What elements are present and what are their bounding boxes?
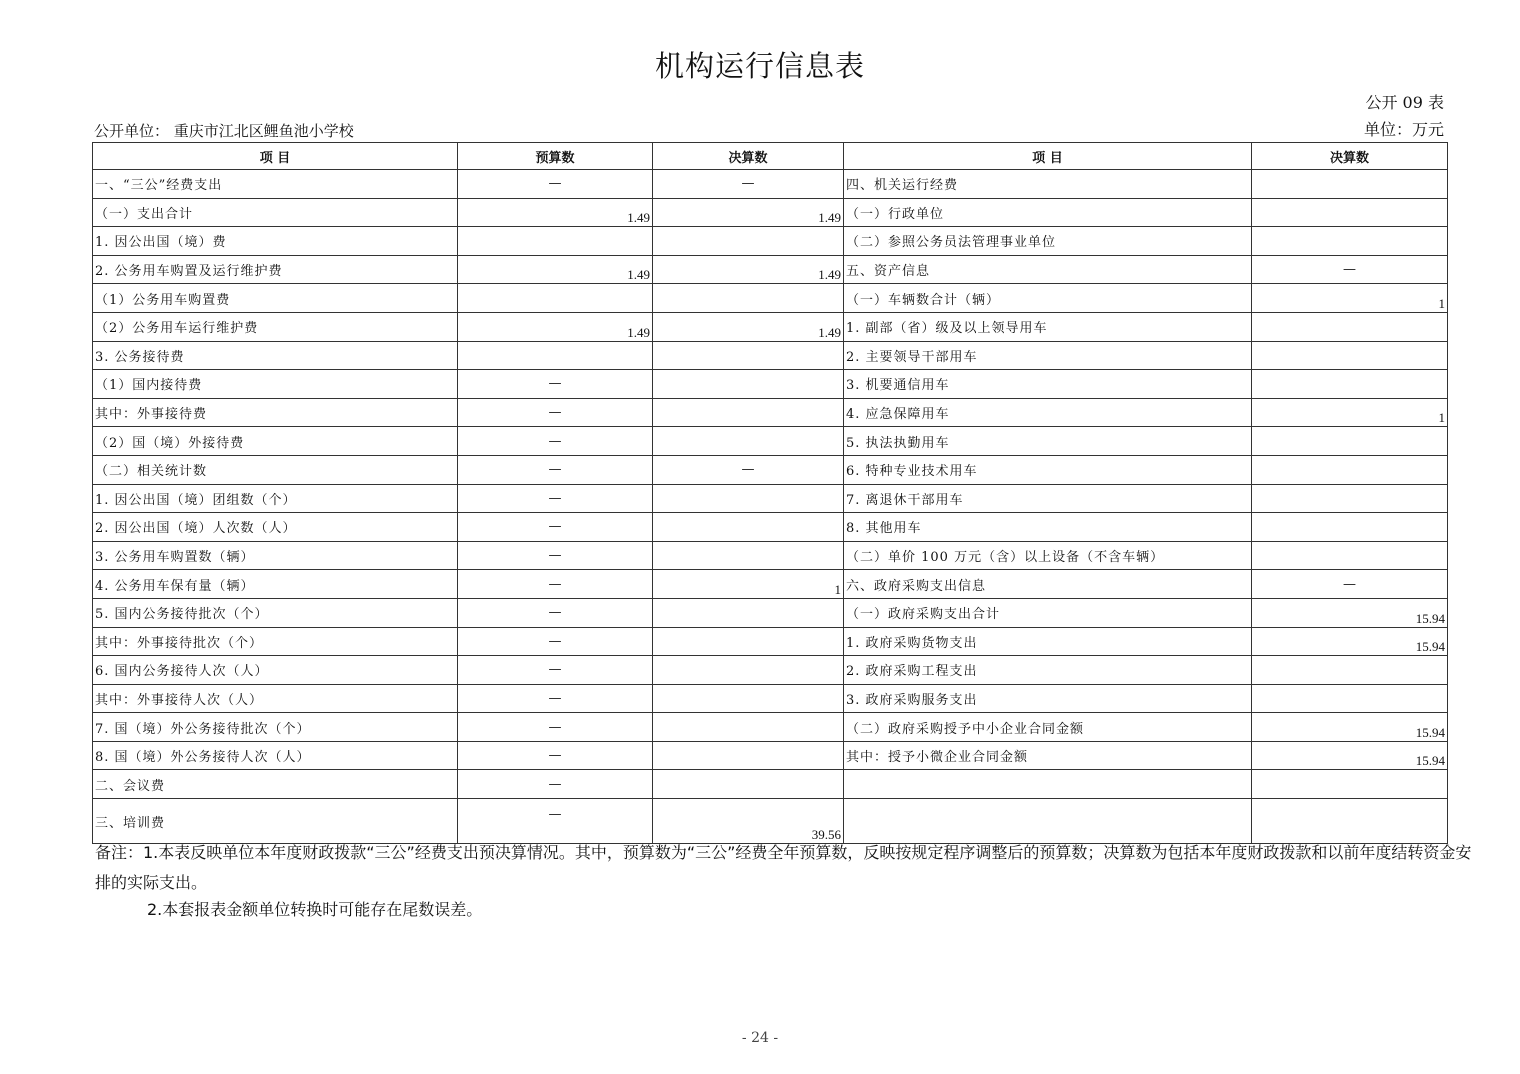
left-budget-cell: — (458, 713, 653, 742)
right-actual-cell (1252, 312, 1448, 341)
right-actual-cell (1252, 541, 1448, 570)
left-budget-cell (458, 341, 653, 370)
left-item-label: （二）相关统计数 (93, 455, 458, 484)
left-actual-cell (653, 627, 844, 656)
left-budget-cell (458, 284, 653, 313)
left-actual-cell (653, 598, 844, 627)
right-item-label: 1. 副部（省）级及以上领导用车 (844, 312, 1252, 341)
left-budget-cell: — (458, 799, 653, 844)
left-item-label: 2. 因公出国（境）人次数（人） (93, 513, 458, 542)
left-actual-cell (653, 684, 844, 713)
right-actual-cell (1252, 170, 1448, 199)
left-item-label: （2）公务用车运行维护费 (93, 312, 458, 341)
right-actual-cell (1252, 198, 1448, 227)
left-budget-cell: — (458, 484, 653, 513)
right-actual-cell: — (1252, 255, 1448, 284)
left-budget-cell: 1.49 (458, 198, 653, 227)
header-actual-left: 决算数 (653, 143, 844, 170)
table-row (93, 170, 1448, 199)
left-actual-cell: 1.49 (653, 255, 844, 284)
left-actual-cell (653, 284, 844, 313)
left-actual-cell (653, 341, 844, 370)
left-actual-cell (653, 656, 844, 685)
right-item-label: 4. 应急保障用车 (844, 398, 1252, 427)
right-item-label (844, 770, 1252, 799)
right-item-label: （二）参照公务员法管理事业单位 (844, 227, 1252, 256)
right-actual-cell (1252, 370, 1448, 399)
table-row (93, 627, 1448, 656)
left-item-label: 5. 国内公务接待批次（个） (93, 598, 458, 627)
right-actual-cell: 15.94 (1252, 713, 1448, 742)
right-item-label: 6. 特种专业技术用车 (844, 455, 1252, 484)
right-item-label: 8. 其他用车 (844, 513, 1252, 542)
left-budget-cell: — (458, 427, 653, 456)
table-code: 公开 09 表 (1365, 93, 1444, 112)
left-actual-cell (653, 541, 844, 570)
left-item-label: 1. 因公出国（境）费 (93, 227, 458, 256)
left-actual-cell: 1.49 (653, 198, 844, 227)
left-item-label: 一、“三公”经费支出 (93, 170, 458, 199)
right-item-label: 五、资产信息 (844, 255, 1252, 284)
left-item-label: 二、会议费 (93, 770, 458, 799)
table-header-row (93, 143, 1448, 170)
left-actual-cell: — (653, 455, 844, 484)
left-actual-cell (653, 741, 844, 770)
left-actual-cell (653, 513, 844, 542)
left-budget-cell: — (458, 398, 653, 427)
right-actual-cell (1252, 656, 1448, 685)
right-actual-cell: 1 (1252, 398, 1448, 427)
right-item-label: （二）政府采购授予中小企业合同金额 (844, 713, 1252, 742)
right-item-label: 1. 政府采购货物支出 (844, 627, 1252, 656)
left-item-label: 7. 国（境）外公务接待批次（个） (93, 713, 458, 742)
right-actual-cell (1252, 513, 1448, 542)
left-item-label: 3. 公务用车购置数（辆） (93, 541, 458, 570)
page-title: 机构运行信息表 (654, 49, 865, 83)
right-item-label (844, 799, 1252, 844)
left-item-label: 其中：外事接待费 (93, 398, 458, 427)
right-actual-cell (1252, 427, 1448, 456)
left-budget-cell: — (458, 684, 653, 713)
left-item-label: 三、培训费 (93, 799, 458, 844)
right-actual-cell (1252, 684, 1448, 713)
table-row (93, 484, 1448, 513)
right-actual-cell (1252, 455, 1448, 484)
right-item-label: 7. 离退休干部用车 (844, 484, 1252, 513)
left-budget-cell: — (458, 370, 653, 399)
right-actual-cell (1252, 770, 1448, 799)
left-actual-cell (653, 227, 844, 256)
left-actual-cell: 39.56 (653, 799, 844, 844)
right-item-label: 3. 机要通信用车 (844, 370, 1252, 399)
left-budget-cell: — (458, 513, 653, 542)
left-actual-cell (653, 398, 844, 427)
left-budget-cell: — (458, 455, 653, 484)
left-budget-cell: — (458, 741, 653, 770)
right-item-label: 六、政府采购支出信息 (844, 570, 1252, 599)
header-item-left: 项 目 (93, 143, 458, 170)
table-row (93, 741, 1448, 770)
left-item-label: 8. 国（境）外公务接待人次（人） (93, 741, 458, 770)
table-row (93, 341, 1448, 370)
table-row (93, 227, 1448, 256)
info-table (92, 142, 1448, 844)
note-2: 2.本套报表金额单位转换时可能存在尾数误差。 (147, 900, 483, 919)
right-actual-cell: — (1252, 570, 1448, 599)
left-budget-cell: — (458, 570, 653, 599)
table-body (93, 170, 1448, 844)
table-row (93, 656, 1448, 685)
table-row (93, 770, 1448, 799)
right-actual-cell (1252, 227, 1448, 256)
right-actual-cell: 15.94 (1252, 741, 1448, 770)
left-item-label: 其中：外事接待批次（个） (93, 627, 458, 656)
left-budget-cell (458, 227, 653, 256)
header-item-right: 项 目 (844, 143, 1252, 170)
left-actual-cell: — (653, 170, 844, 199)
left-budget-cell: 1.49 (458, 255, 653, 284)
table-row (93, 370, 1448, 399)
right-item-label: 5. 执法执勤用车 (844, 427, 1252, 456)
org-label: 公开单位： 重庆市江北区鲤鱼池小学校 (94, 122, 354, 140)
right-item-label: 2. 主要领导干部用车 (844, 341, 1252, 370)
left-item-label: （1）国内接待费 (93, 370, 458, 399)
left-item-label: （一）支出合计 (93, 198, 458, 227)
left-budget-cell: — (458, 770, 653, 799)
note-1: 备注：1.本表反映单位本年度财政拨款“三公”经费支出预决算情况。其中，预算数为“三公”经费全年预算数，反映按规定程序调整后的预算数；决算数为包括本年度财政拨款和以前年度结转资金安排的实际支出。 (95, 843, 1472, 892)
left-actual-cell: 1 (653, 570, 844, 599)
left-actual-cell: 1.49 (653, 312, 844, 341)
left-item-label: 1. 因公出国（境）团组数（个） (93, 484, 458, 513)
table-row (93, 684, 1448, 713)
left-item-label: 6. 国内公务接待人次（人） (93, 656, 458, 685)
right-actual-cell: 1 (1252, 284, 1448, 313)
left-actual-cell (653, 370, 844, 399)
right-item-label: 3. 政府采购服务支出 (844, 684, 1252, 713)
right-item-label: 其中：授予小微企业合同金额 (844, 741, 1252, 770)
right-actual-cell: 15.94 (1252, 627, 1448, 656)
left-budget-cell: 1.49 (458, 312, 653, 341)
right-actual-cell (1252, 799, 1448, 844)
left-item-label: （1）公务用车购置费 (93, 284, 458, 313)
header-actual-right: 决算数 (1252, 143, 1448, 170)
right-item-label: （一）政府采购支出合计 (844, 598, 1252, 627)
table-row (93, 455, 1448, 484)
unit-label: 单位：万元 (1363, 120, 1444, 139)
table-row (93, 255, 1448, 284)
left-item-label: 2. 公务用车购置及运行维护费 (93, 255, 458, 284)
left-actual-cell (653, 427, 844, 456)
left-item-label: 3. 公务接待费 (93, 341, 458, 370)
table-row (93, 570, 1448, 599)
table-row (93, 713, 1448, 742)
right-item-label: （二）单价 100 万元（含）以上设备（不含车辆） (844, 541, 1252, 570)
left-budget-cell: — (458, 541, 653, 570)
left-budget-cell: — (458, 170, 653, 199)
left-actual-cell (653, 713, 844, 742)
table-row (93, 513, 1448, 542)
right-actual-cell: 15.94 (1252, 598, 1448, 627)
left-item-label: （2）国（境）外接待费 (93, 427, 458, 456)
table-row (93, 598, 1448, 627)
left-actual-cell (653, 770, 844, 799)
right-item-label: （一）车辆数合计（辆） (844, 284, 1252, 313)
header-budget: 预算数 (458, 143, 653, 170)
right-actual-cell (1252, 341, 1448, 370)
table-row (93, 312, 1448, 341)
right-actual-cell (1252, 484, 1448, 513)
table-row (93, 799, 1448, 844)
table-row (93, 427, 1448, 456)
left-budget-cell: — (458, 656, 653, 685)
left-budget-cell: — (458, 598, 653, 627)
table-row (93, 198, 1448, 227)
left-budget-cell: — (458, 627, 653, 656)
right-item-label: 四、机关运行经费 (844, 170, 1252, 199)
left-item-label: 其中：外事接待人次（人） (93, 684, 458, 713)
table-row (93, 284, 1448, 313)
right-item-label: （一）行政单位 (844, 198, 1252, 227)
left-actual-cell (653, 484, 844, 513)
table-row (93, 398, 1448, 427)
left-item-label: 4. 公务用车保有量（辆） (93, 570, 458, 599)
table-row (93, 541, 1448, 570)
page-number: - 24 - (741, 1030, 779, 1046)
right-item-label: 2. 政府采购工程支出 (844, 656, 1252, 685)
